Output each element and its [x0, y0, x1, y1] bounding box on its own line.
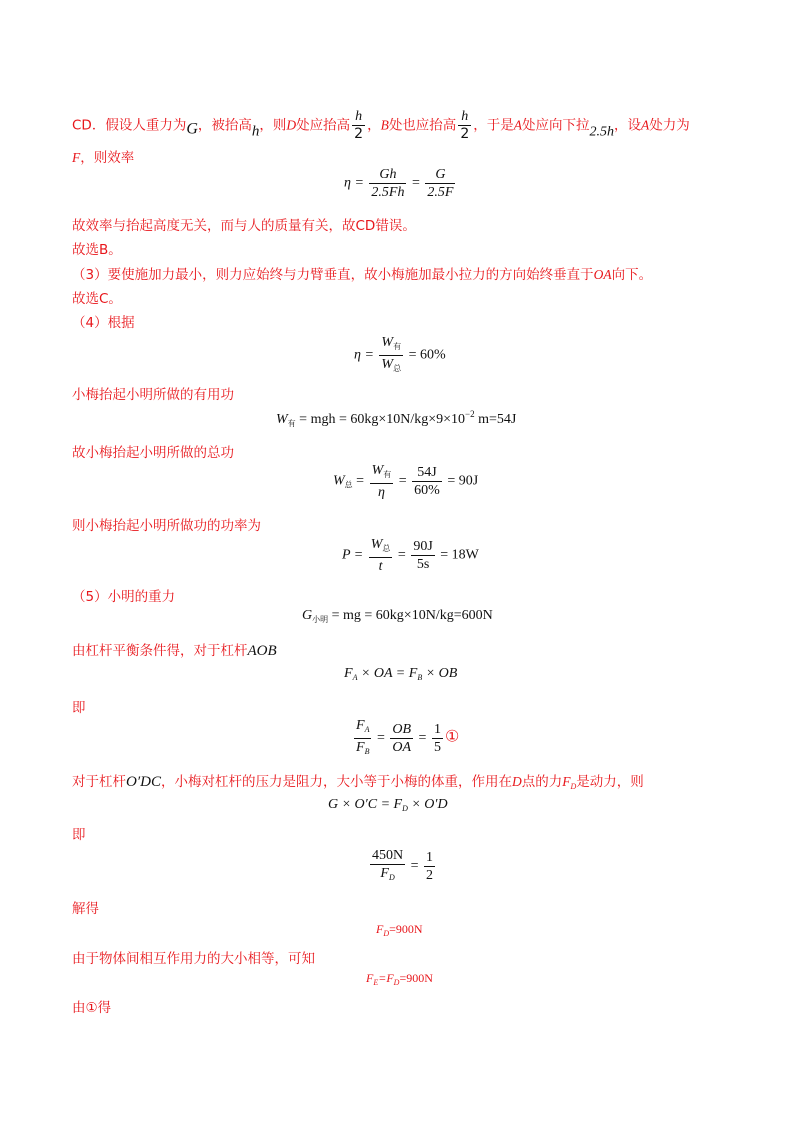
ratio-equation: $\frac{F_A}{F_B}$ = $\frac{OB}{OA}$ = $\frac{1}{5}$ ①	[356, 718, 460, 756]
text-line-8: 小梅抬起小明所做的有用功	[72, 387, 234, 403]
text-line-11: （5）小明的重力	[72, 589, 176, 605]
text-line-10: 则小梅抬起小明所做功的功率为	[72, 518, 261, 534]
text-line-9: 故小梅抬起小明所做的总功	[72, 445, 234, 461]
text-line-6: 故选C。	[72, 291, 122, 307]
text-line-16: 解得	[72, 901, 99, 917]
efficiency-equation: η = $\frac{Gh}{2.5Fh}$ = $\frac{G}{2.5F}$	[344, 167, 454, 200]
useful-work-equation: $W_有$ = mgh = $60kg\times 10N/kg\times 9\times 10^{-2}$ m=54J	[276, 409, 517, 428]
text-line-13: 即	[72, 700, 86, 716]
text-line-1: CD．假设人重力为G，被抬高h，则D处应抬高 $\frac{h}{2}$ ，B处也应抬高 $\frac{h}{2}$ ，于是A处应向下拉2.5h，设A处力为	[72, 109, 690, 142]
eta-equation: η = $\frac{W_有}{W_总}$ = 60%	[354, 335, 446, 373]
text-line-2: F，则效率	[72, 150, 135, 166]
power-equation: P = $\frac{W_总}{t}$ = $\frac{90J}{5s}$ = 18W	[342, 537, 479, 574]
text-line-18: 由①得	[72, 1000, 112, 1016]
gravity-equation: $G_{小明}$ = mg = 60kg×10N/kg=600N	[302, 608, 493, 624]
fd-result: $F_D=900N$	[376, 922, 423, 938]
text-line-5: （3）要使施加力最小，则力应始终与力臂垂直，故小梅施加最小拉力的方向始终垂直于OA向下。	[72, 267, 653, 283]
text-line-4: 故选B。	[72, 242, 122, 258]
text-line-17: 由于物体间相互作用力的大小相等，可知	[72, 951, 315, 967]
text-line-7: （4）根据	[72, 315, 135, 331]
fe-result: $F_E=F_D=900N$	[366, 971, 433, 987]
text-line-12: 由杠杆平衡条件得，对于杠杆AOB	[72, 643, 277, 659]
text-line-14: 对于杠杆O′DC，小梅对杠杆的压力是阻力，大小等于小梅的体重，作用在D点的力$F_D$是动力，则	[72, 774, 644, 791]
solve-equation: $\frac{450N}{F_D}$ = $\frac{1}{2}$	[372, 848, 434, 883]
lever-balance-equation-1: $F_A$ × OA = $F_B$ × OB	[344, 666, 458, 682]
text-line-3: 故效率与抬起高度无关，而与人的质量有关，故CD错误。	[72, 218, 416, 234]
total-work-equation: $W_总$ = $\frac{W_有}{\eta}$ = $\frac{54J}{60\%}$ = 90J	[333, 463, 479, 500]
lever-balance-equation-2: $G \times O'C = F_D \times O'D$	[328, 797, 448, 813]
text-line-15: 即	[72, 827, 86, 843]
